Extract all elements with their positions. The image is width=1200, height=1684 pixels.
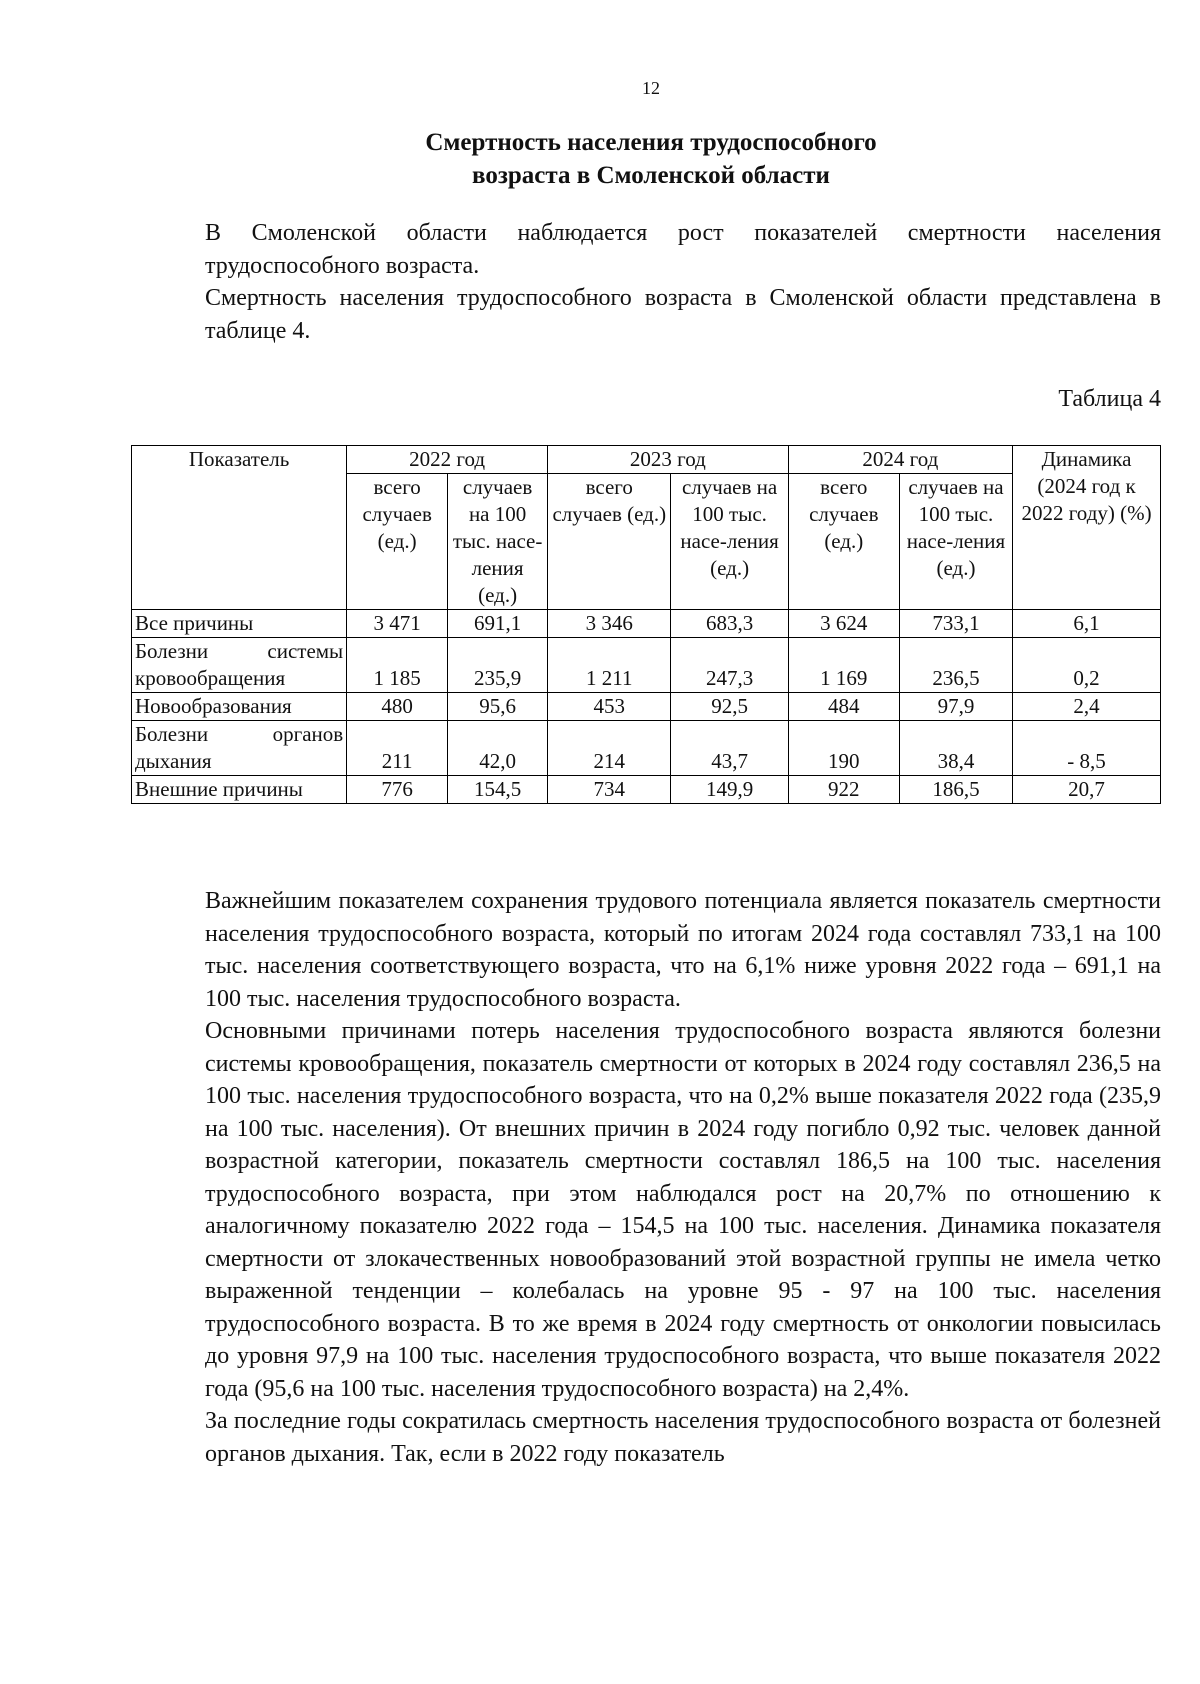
- cell: 683,3: [671, 610, 788, 638]
- cell: 6,1: [1013, 610, 1161, 638]
- table-row: [132, 721, 1161, 776]
- cell: 95,6: [448, 693, 548, 721]
- subheader-rate-2023: случаев на 100 тыс. насе-ления (ед.): [671, 474, 788, 610]
- title-line-1: Смертность населения трудоспособного: [425, 129, 877, 156]
- cell: 776: [347, 776, 448, 804]
- cell: 0,2: [1013, 638, 1161, 693]
- cell: 2,4: [1013, 693, 1161, 721]
- row-label: Все причины: [132, 610, 347, 638]
- table-row: [132, 638, 1161, 693]
- table-row: [132, 610, 1161, 638]
- cell: 247,3: [671, 638, 788, 693]
- header-year-2022: 2022 год: [347, 446, 548, 474]
- row-label: Болезни системы кровообращения: [132, 638, 347, 693]
- table-row: [132, 693, 1161, 721]
- cell: 1 185: [347, 638, 448, 693]
- cell: - 8,5: [1013, 721, 1161, 776]
- subheader-total-2024: всего случаев (ед.): [788, 474, 899, 610]
- cell: 236,5: [899, 638, 1012, 693]
- header-indicator: Показатель: [132, 446, 347, 610]
- row-label: Болезни органов дыхания: [132, 721, 347, 776]
- mortality-table: [131, 445, 1161, 804]
- cell: 453: [548, 693, 671, 721]
- header-year-2023: 2023 год: [548, 446, 789, 474]
- subheader-rate-2022: случаев на 100 тыс. насе-ления (ед.): [448, 474, 548, 610]
- cell: 190: [788, 721, 899, 776]
- cell: 484: [788, 693, 899, 721]
- cell: 3 624: [788, 610, 899, 638]
- row-label: Внешние причины: [132, 776, 347, 804]
- cell: 154,5: [448, 776, 548, 804]
- cell: 235,9: [448, 638, 548, 693]
- cell: 733,1: [899, 610, 1012, 638]
- cell: 734: [548, 776, 671, 804]
- subheader-total-2022: всего случаев (ед.): [347, 474, 448, 610]
- cell: 214: [548, 721, 671, 776]
- cell: 3 346: [548, 610, 671, 638]
- table-caption: Таблица 4: [1058, 386, 1161, 412]
- cell: 480: [347, 693, 448, 721]
- body-paragraph-1: Важнейшим показателем сохранения трудового потенциала является показатель смертности населения трудоспособного возраста, который по итогам 2024 года составлял 733,1 на 100 тыс. населения соответствующего возраста, что на 6,1% ниже уровня 2022 года – 691,1 на 100 тыс. населения трудоспособного возраста.: [205, 888, 1161, 1012]
- body-text: [131, 885, 1161, 1470]
- cell: 38,4: [899, 721, 1012, 776]
- header-year-2024: 2024 год: [788, 446, 1012, 474]
- cell: 1 211: [548, 638, 671, 693]
- intro-paragraph-1: В Смоленской области наблюдается рост показателей смертности населения трудоспособного возраста.: [205, 220, 1161, 279]
- cell: 3 471: [347, 610, 448, 638]
- cell: 97,9: [899, 693, 1012, 721]
- cell: 42,0: [448, 721, 548, 776]
- page-number: 12: [642, 78, 660, 98]
- section-title: [0, 126, 1200, 192]
- cell: 691,1: [448, 610, 548, 638]
- cell: 92,5: [671, 693, 788, 721]
- cell: 20,7: [1013, 776, 1161, 804]
- row-label: Новообразования: [132, 693, 347, 721]
- table-header-row: [132, 446, 1161, 474]
- cell: 149,9: [671, 776, 788, 804]
- body-paragraph-3: За последние годы сократилась смертность населения трудоспособного возраста от болезней органов дыхания. Так, если в 2022 году показатель: [205, 1408, 1161, 1467]
- header-dynamics: Динамика (2024 год к 2022 году) (%): [1013, 446, 1161, 610]
- subheader-total-2023: всего случаев (ед.): [548, 474, 671, 610]
- table-row: [132, 776, 1161, 804]
- intro-paragraph-2: Смертность населения трудоспособного возраста в Смоленской области представлена в таблице 4.: [205, 285, 1161, 344]
- intro-text: [131, 217, 1161, 347]
- cell: 922: [788, 776, 899, 804]
- cell: 43,7: [671, 721, 788, 776]
- body-paragraph-2: Основными причинами потерь населения трудоспособного возраста являются болезни системы кровообращения, показатель смертности от которых в 2024 году составлял 236,5 на 100 тыс. населения трудоспособного возраста, что на 0,2% выше показателя 2022 года (235,9 на 100 тыс. населения). От внешних причин в 2024 году погибло 0,92 тыс. человек данной возрастной категории, показатель смертности составлял 186,5 на 100 тыс. населения трудоспособного возраста, при этом наблюдался рост на 20,7% по отношению к аналогичному показателю 2022 года – 154,5 на 100 тыс. населения. Динамика показателя смертности от злокачественных новообразований этой возрастной группы не имела четко выраженной тенденции – колебалась на уровне 95 - 97 на 100 тыс. населения трудоспособного возраста. В то же время в 2024 году смертность от онкологии повысилась до уровня 97,9 на 100 тыс. населения трудоспособного возраста, что выше показателя 2022 года (95,6 на 100 тыс. населения трудоспособного возраста) на 2,4%.: [205, 1018, 1161, 1402]
- cell: 186,5: [899, 776, 1012, 804]
- cell: 211: [347, 721, 448, 776]
- subheader-rate-2024: случаев на 100 тыс. насе-ления (ед.): [899, 474, 1012, 610]
- cell: 1 169: [788, 638, 899, 693]
- title-line-2: возраста в Смоленской области: [472, 162, 830, 189]
